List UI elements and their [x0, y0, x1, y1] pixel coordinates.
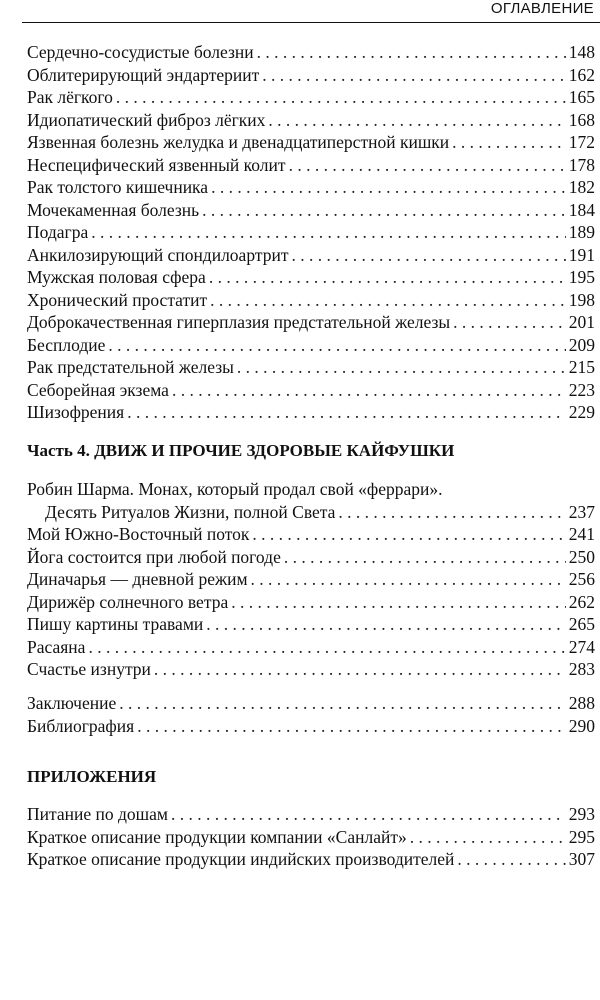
entry-page: 201 [568, 312, 595, 332]
entry-title: Счастье изнутри [27, 659, 151, 679]
entry-page: 184 [568, 199, 595, 220]
toc-entry[interactable] [27, 109, 595, 132]
entry-title: Шизофрения [27, 402, 125, 422]
entry-page: 274 [568, 636, 595, 657]
entry-title: Анкилозирующий спондилоартрит [27, 244, 289, 265]
toc-entry[interactable] [27, 848, 595, 871]
toc-entry[interactable] [27, 568, 595, 591]
toc-entry[interactable] [27, 546, 595, 569]
leader-dots [211, 176, 566, 199]
toc-entry[interactable] [27, 266, 595, 289]
toc-entry[interactable] [27, 334, 595, 357]
leader-dots [289, 154, 566, 177]
running-header: ОГЛАВЛЕНИЕ [490, 0, 594, 17]
entry-title: Подагра [27, 222, 89, 242]
entry-page: 178 [568, 154, 595, 175]
entry-page: 165 [568, 87, 595, 107]
part4-heading: Часть 4. ДВИЖ И ПРОЧИЕ ЗДОРОВЫЕ КАЙФУШКИ [27, 441, 455, 460]
entry-title: Язвенная болезнь желудка и двенадцатиперстной кишки [27, 132, 450, 152]
leader-dots [231, 591, 566, 614]
leader-dots [172, 379, 566, 402]
entry-page: 295 [568, 826, 595, 847]
entry-page: 198 [568, 289, 595, 310]
toc-entry[interactable] [27, 154, 595, 177]
leader-dots [268, 109, 565, 132]
leader-dots [453, 311, 566, 334]
leader-dots [209, 266, 566, 289]
toc-entry[interactable] [27, 41, 595, 64]
entry-page: 168 [568, 109, 595, 130]
entry-page: 293 [568, 804, 595, 824]
entry-page: 288 [568, 693, 595, 713]
leader-dots [237, 356, 566, 379]
entry-title: Неспецифический язвенный колит [27, 154, 286, 175]
entry-title: Бесплодие [27, 334, 106, 355]
entry-page: 182 [568, 177, 595, 197]
leader-dots [137, 715, 566, 738]
toc-entry[interactable] [27, 289, 595, 312]
toc-group-appendices [27, 803, 595, 871]
entry-page: 162 [568, 64, 595, 85]
toc-entry-line1[interactable]: Робин Шарма. Монах, который продал свой «феррари». [27, 479, 443, 499]
leader-dots [252, 523, 565, 546]
toc-entry[interactable] [27, 244, 595, 267]
leader-dots [127, 401, 566, 424]
entry-title: Пишу картины травами [27, 614, 204, 634]
entry-page: 241 [568, 524, 595, 544]
leader-dots [410, 826, 566, 849]
entry-title: Заключение [27, 693, 117, 713]
entry-page: 256 [568, 569, 595, 589]
entry-page: 195 [568, 267, 595, 287]
entry-page: 250 [568, 546, 595, 567]
entry-title: Расаяна [27, 636, 86, 657]
toc-entry[interactable] [27, 692, 595, 715]
leader-dots [206, 613, 565, 636]
entry-page: 307 [568, 849, 595, 869]
toc-entry[interactable] [27, 826, 595, 849]
toc-entry[interactable] [27, 356, 595, 379]
leader-dots [452, 131, 566, 154]
toc-entry[interactable] [27, 221, 595, 244]
entry-title: Хронический простатит [27, 289, 208, 310]
entry-title: Себорейная экзема [27, 379, 169, 400]
entry-page: 229 [568, 402, 595, 422]
toc-group-diseases [27, 41, 595, 424]
entry-title: Идиопатический фиброз лёгких [27, 109, 266, 130]
leader-dots [251, 568, 566, 591]
toc-entry[interactable] [27, 131, 595, 154]
entry-page: 189 [568, 222, 595, 242]
entry-title: Мой Южно-Восточный поток [27, 524, 250, 544]
entry-title: Краткое описание продукции компании «Санлайт» [27, 826, 407, 847]
toc-entry[interactable] [27, 401, 595, 424]
toc-entry[interactable] [27, 379, 595, 402]
leader-dots [291, 244, 565, 267]
leader-dots [116, 86, 566, 109]
toc-entry[interactable] [27, 311, 595, 334]
entry-title: Доброкачественная гиперплазия предстательной железы [27, 312, 451, 332]
leader-dots [108, 334, 565, 357]
toc-entry[interactable] [27, 199, 595, 222]
leader-dots [457, 848, 565, 871]
leader-dots [154, 658, 566, 681]
entry-page: 283 [568, 659, 595, 679]
toc-entry[interactable] [27, 636, 595, 659]
leader-dots [262, 64, 565, 87]
appendices-heading: ПРИЛОЖЕНИЯ [27, 767, 157, 786]
entry-title: Мочекаменная болезнь [27, 199, 200, 220]
toc-group-part4 [27, 478, 595, 681]
toc-entry[interactable] [27, 176, 595, 199]
toc-entry[interactable] [27, 501, 595, 524]
entry-page: 290 [568, 715, 595, 736]
entry-page: 265 [568, 614, 595, 634]
entry-title: Библиография [27, 715, 135, 736]
leader-dots [91, 221, 566, 244]
header-rule [22, 22, 600, 23]
entry-title: Рак предстательной железы [27, 357, 234, 377]
toc-entry[interactable] [27, 523, 595, 546]
leader-dots [202, 199, 566, 222]
entry-page: 209 [568, 334, 595, 355]
entry-page: 237 [568, 501, 595, 522]
leader-dots [119, 692, 566, 715]
entry-page: 262 [568, 591, 595, 612]
toc-entry[interactable] [27, 803, 595, 826]
toc-group-end-matter [27, 692, 595, 737]
entry-page: 223 [568, 379, 595, 400]
entry-title: Диначарья — дневной режим [27, 569, 248, 589]
leader-dots [284, 546, 566, 569]
toc-entry[interactable] [27, 64, 595, 87]
entry-page: 215 [568, 357, 595, 377]
leader-dots [210, 289, 566, 312]
entry-title: Облитерирующий эндартериит [27, 64, 260, 85]
leader-dots [257, 41, 566, 64]
toc-entry[interactable] [27, 591, 595, 614]
entry-title: Дирижёр солнечного ветра [27, 591, 229, 612]
entry-page: 148 [568, 42, 595, 62]
entry-page: 191 [568, 244, 595, 265]
entry-title: Питание по дошам [27, 804, 168, 824]
entry-page: 172 [568, 132, 595, 152]
entry-title: Десять Ритуалов Жизни, полной Света [45, 501, 336, 522]
leader-dots [88, 636, 565, 659]
entry-title: Мужская половая сфера [27, 267, 206, 287]
toc-entry[interactable] [27, 715, 595, 738]
entry-title: Рак толстого кишечника [27, 177, 209, 197]
entry-title: Краткое описание продукции индийских производителей [27, 849, 455, 869]
leader-dots [338, 501, 565, 524]
toc-entry[interactable] [27, 613, 595, 636]
toc-entry[interactable] [27, 658, 595, 681]
entry-title: Рак лёгкого [27, 87, 113, 107]
entry-title: Сердечно-сосудистые болезни [27, 42, 254, 62]
entry-title: Йога состоится при любой погоде [27, 546, 281, 567]
leader-dots [171, 803, 566, 826]
toc-entry[interactable] [27, 86, 595, 109]
